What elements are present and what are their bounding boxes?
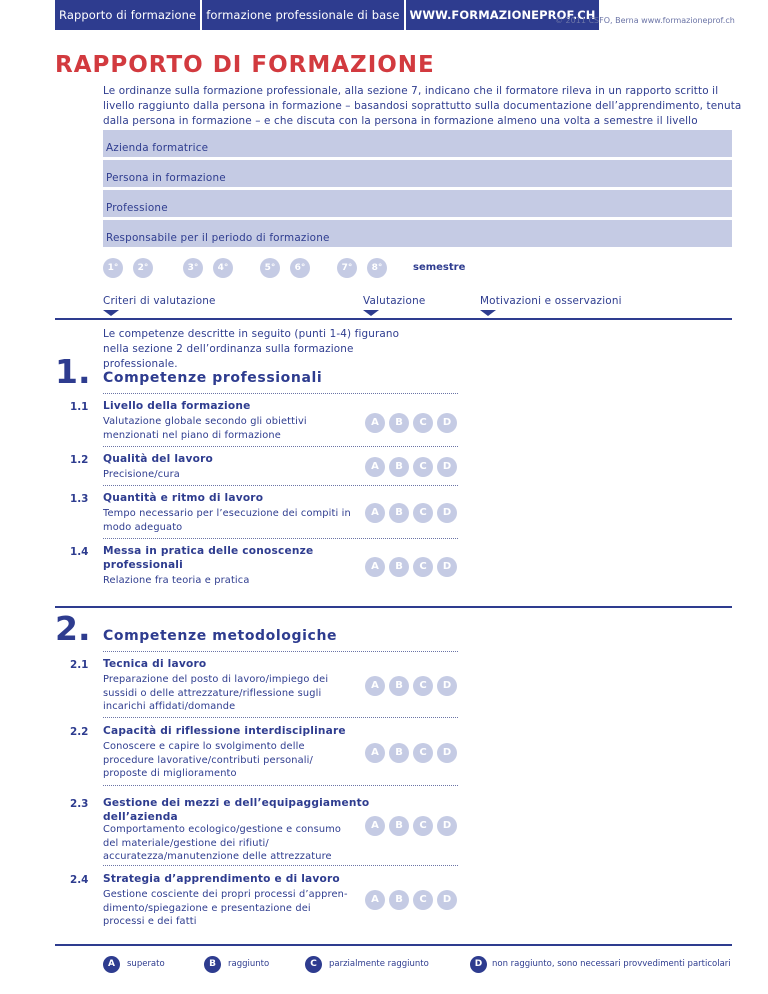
grade-d[interactable]: D — [437, 676, 457, 696]
intro-text: Le ordinanze sulla formazione professionale, alla sezione 7, indicano che il formatore rileva in un rapporto scritto il livello raggiunto dalla persona in formazione – basandosi soprattutto sulla documentazione dell’apprendimento, tenuta dalla persona in formazione – e che discuta con la persona in formazione almeno una volta a semestre il livello — [103, 85, 742, 127]
grade-selector — [365, 413, 461, 433]
grade-selector — [365, 890, 461, 910]
grade-b[interactable]: B — [389, 457, 409, 477]
grade-a[interactable]: A — [365, 676, 385, 696]
legend-text-a: superato — [127, 959, 165, 969]
grade-a[interactable]: A — [365, 743, 385, 763]
grade-a[interactable]: A — [365, 890, 385, 910]
grade-a[interactable]: A — [365, 457, 385, 477]
arrow-down-icon — [480, 310, 496, 316]
grade-c[interactable]: C — [413, 557, 433, 577]
arrow-down-icon — [103, 310, 119, 316]
field-azienda[interactable]: Azienda formatrice — [103, 130, 732, 157]
item-number: 1.1 — [70, 401, 89, 413]
column-criteri: Criteri di valutazione — [103, 295, 216, 307]
item-description: Gestione cosciente dei propri processi d’appren-dimento/spiegazione e presentazione dei processi e dei fatti — [103, 889, 348, 927]
item-description: Comportamento ecologico/gestione e consumo del materiale/gestione dei rifiuti/ accuratezza/manutenzione delle attrezzature — [103, 824, 342, 862]
grade-c[interactable]: C — [413, 816, 433, 836]
grade-d[interactable]: D — [437, 890, 457, 910]
section-number: 1. — [55, 352, 91, 391]
grade-b[interactable]: B — [389, 743, 409, 763]
section-title: Competenze metodologiche — [103, 628, 338, 644]
field-persona[interactable]: Persona in formazione — [103, 160, 732, 187]
semester-1[interactable]: 1° — [103, 258, 123, 278]
tab-rapporto[interactable]: Rapporto di formazione — [55, 0, 200, 30]
item-title: Gestione dei mezzi e dell’equipaggiamento dell’azienda — [103, 797, 370, 823]
grade-b[interactable]: B — [389, 503, 409, 523]
semester-selector — [103, 258, 503, 280]
header-tabs — [55, 0, 601, 30]
legend-grade-a: A — [103, 956, 120, 973]
divider — [103, 717, 458, 718]
item-number: 1.3 — [70, 493, 89, 505]
section-title: Competenze professionali — [103, 370, 323, 386]
semester-2[interactable]: 2° — [133, 258, 153, 278]
grade-d[interactable]: D — [437, 413, 457, 433]
legend-grade-c: C — [305, 956, 322, 973]
grade-b[interactable]: B — [389, 413, 409, 433]
grade-b[interactable]: B — [389, 890, 409, 910]
divider — [103, 651, 458, 652]
divider — [103, 446, 458, 447]
item-description: Valutazione globale secondo gli obiettivi menzionati nel piano di formazione — [103, 416, 307, 441]
divider — [55, 944, 732, 946]
grade-b[interactable]: B — [389, 676, 409, 696]
item-title: Capacità di riflessione interdisciplinare — [103, 725, 346, 737]
divider — [55, 318, 732, 320]
column-valutazione: Valutazione — [363, 295, 426, 307]
item-description: Tempo necessario per l’esecuzione dei compiti in modo adeguato — [103, 508, 351, 533]
divider — [55, 606, 732, 608]
field-professione[interactable]: Professione — [103, 190, 732, 217]
legend-text-d: non raggiunto, sono necessari provvedimenti particolari — [492, 959, 731, 969]
grade-selector — [365, 816, 461, 836]
competence-note: Le competenze descritte in seguito (punti 1-4) figurano nella sezione 2 dell’ordinanza sulla formazione professionale. — [103, 328, 400, 370]
field-responsabile[interactable]: Responsabile per il periodo di formazione — [103, 220, 732, 247]
semester-label: semestre — [413, 262, 466, 273]
item-title: Strategia d’apprendimento e di lavoro — [103, 873, 340, 885]
item-number: 2.1 — [70, 659, 89, 671]
item-title: Quantità e ritmo di lavoro — [103, 492, 264, 504]
tab-formazione-base[interactable]: formazione professionale di base — [202, 0, 403, 30]
grade-selector — [365, 676, 461, 696]
divider — [103, 538, 458, 539]
item-number: 2.2 — [70, 726, 89, 738]
item-number: 2.4 — [70, 874, 89, 886]
semester-6[interactable]: 6° — [290, 258, 310, 278]
grade-b[interactable]: B — [389, 557, 409, 577]
item-title: Qualità del lavoro — [103, 453, 214, 465]
semester-7[interactable]: 7° — [337, 258, 357, 278]
arrow-down-icon — [363, 310, 379, 316]
column-motivazioni: Motivazioni e osservazioni — [480, 295, 622, 307]
grade-selector — [365, 457, 461, 477]
divider — [103, 485, 458, 486]
legend-grade-d: D — [470, 956, 487, 973]
semester-3[interactable]: 3° — [183, 258, 203, 278]
grade-d[interactable]: D — [437, 743, 457, 763]
item-description: Conoscere e capire lo svolgimento delle procedure lavorative/contributi personali/ proposte di miglioramento — [103, 741, 313, 779]
legend-text-c: parzialmente raggiunto — [329, 959, 429, 969]
divider — [103, 785, 458, 786]
section-number: 2. — [55, 609, 91, 648]
grade-d[interactable]: D — [437, 816, 457, 836]
item-number: 1.4 — [70, 546, 89, 558]
grade-a[interactable]: A — [365, 503, 385, 523]
grade-a[interactable]: A — [365, 816, 385, 836]
item-title: Tecnica di lavoro — [103, 658, 207, 670]
grade-d[interactable]: D — [437, 503, 457, 523]
legend-text-b: raggiunto — [228, 959, 270, 969]
grade-a[interactable]: A — [365, 413, 385, 433]
grade-c[interactable]: C — [413, 890, 433, 910]
page-title: RAPPORTO DI FORMAZIONE — [55, 52, 435, 78]
grade-c[interactable]: C — [413, 413, 433, 433]
grade-c[interactable]: C — [413, 457, 433, 477]
tab-website[interactable]: WWW.FORMAZIONEPROF.CH — [406, 0, 600, 30]
grade-legend — [103, 956, 743, 976]
grade-b[interactable]: B — [389, 816, 409, 836]
item-title: Messa in pratica delle conoscenze professionali — [103, 545, 314, 571]
grade-c[interactable]: C — [413, 676, 433, 696]
grade-selector — [365, 503, 461, 523]
item-number: 2.3 — [70, 798, 89, 810]
divider — [103, 393, 458, 394]
grade-c[interactable]: C — [413, 743, 433, 763]
item-description: Precisione/cura — [103, 469, 180, 480]
item-title: Livello della formazione — [103, 400, 251, 412]
item-number: 1.2 — [70, 454, 89, 466]
legend-grade-b: B — [204, 956, 221, 973]
item-description: Preparazione del posto di lavoro/impiego dei sussidi o delle attrezzature/riflessione sugli incarichi affidati/domande — [103, 674, 329, 712]
grade-selector — [365, 557, 461, 577]
grade-d[interactable]: D — [437, 557, 457, 577]
semester-5[interactable]: 5° — [260, 258, 280, 278]
grade-c[interactable]: C — [413, 503, 433, 523]
copyright: © 2011 CSFO, Berna www.formazioneprof.ch — [555, 16, 735, 25]
semester-8[interactable]: 8° — [367, 258, 387, 278]
item-description: Relazione fra teoria e pratica — [103, 575, 250, 586]
grade-a[interactable]: A — [365, 557, 385, 577]
divider — [103, 865, 458, 866]
grade-d[interactable]: D — [437, 457, 457, 477]
grade-selector — [365, 743, 461, 763]
semester-4[interactable]: 4° — [213, 258, 233, 278]
